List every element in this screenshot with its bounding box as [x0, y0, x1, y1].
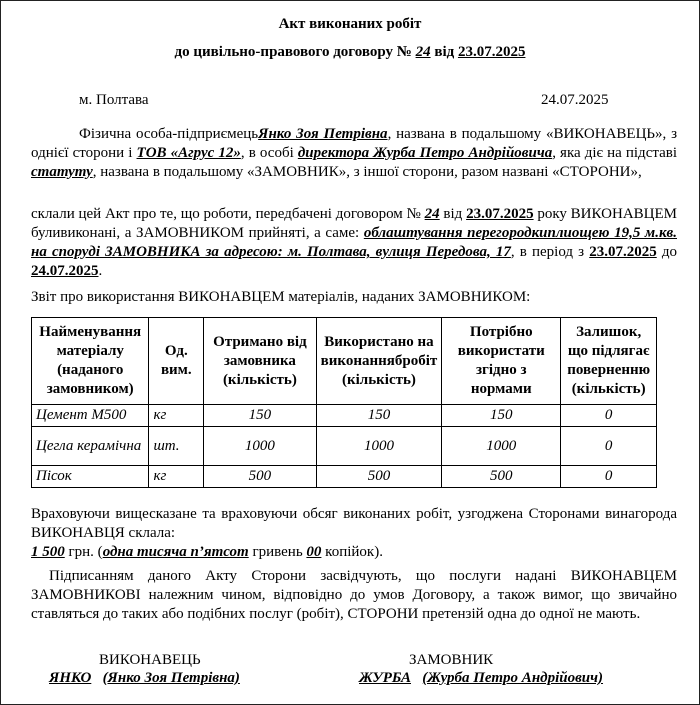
- header-received: Отримано від замовника (кількість): [204, 318, 316, 405]
- parties-text-3: , в особі: [240, 145, 294, 161]
- cell-material: Пісок: [32, 466, 149, 488]
- cell-used: 150: [316, 405, 442, 427]
- cell-norm: 150: [442, 405, 561, 427]
- works-text-1: склали цей Акт про те, що роботи, передбачені договором №: [31, 206, 421, 222]
- parties-text-4: , яка діє на підставі: [552, 145, 677, 161]
- cell-unit: кг: [149, 405, 204, 427]
- document-date: 24.07.2025: [541, 92, 609, 108]
- header-remainder: Залишок, що підлягає поверненню (кількість): [561, 318, 657, 405]
- subtitle-prefix: до цивільно-правового договору №: [174, 44, 412, 60]
- contractor-full-name: (Янко Зоя Петрівна): [102, 670, 240, 686]
- contractor-name: Янко Зоя Петрівна: [258, 126, 388, 142]
- works-text-3: року ВИКОНАВЦЕМ буливиконані, а ЗАМОВНИКОМ прийняті, а саме:: [31, 206, 677, 241]
- customer-role: ЗАМОВНИК: [409, 652, 494, 668]
- customer-signature: [359, 669, 603, 688]
- reward-kopecks: 00: [306, 544, 322, 560]
- reward-text-2: грн. (: [68, 544, 103, 560]
- reward-text-4: копійок).: [325, 544, 383, 560]
- cell-used: 1000: [316, 427, 442, 466]
- cell-material: Цегла керамічна: [32, 427, 149, 466]
- cell-received: 500: [204, 466, 316, 488]
- subtitle-date-word: від: [434, 44, 455, 60]
- works-paragraph: [31, 205, 677, 281]
- cell-norm: 500: [442, 466, 561, 488]
- cell-received: 150: [204, 405, 316, 427]
- works-description: облаштування перегородкиплиощею 19,5 м.кв. на споруді ЗАМОВНИКА за адресою: м. Полтава, вулиця Передова, 17: [31, 225, 678, 260]
- customer-name: ТОВ «Агрус 12»: [136, 145, 241, 161]
- reward-paragraph: [31, 505, 677, 562]
- reward-text-3: гривень: [252, 544, 303, 560]
- contractor-signature: [49, 669, 240, 688]
- cell-norm: 1000: [442, 427, 561, 466]
- table-header-row: [32, 318, 657, 405]
- place: м. Полтава: [79, 92, 149, 108]
- cell-material: Цемент М500: [32, 405, 149, 427]
- cell-used: 500: [316, 466, 442, 488]
- customer-full-name: (Журба Петро Андрійович): [422, 670, 604, 686]
- table-row: [32, 466, 657, 488]
- header-norm: Потрібно використати згідно з нормами: [442, 318, 561, 405]
- director-name: директора Журба Петро Андрійовича: [297, 145, 553, 161]
- cell-unit: кг: [149, 466, 204, 488]
- parties-text-5: , названа в подальшому «ЗАМОВНИК», з іншої сторони, разом названі «СТОРОНИ»,: [92, 164, 642, 180]
- cell-received: 1000: [204, 427, 316, 466]
- parties-text-1: Фізична особа-підприємець: [79, 126, 259, 142]
- parties-text-2: , названа в подальшому «ВИКОНАВЕЦЬ», з однієї сторони і: [31, 126, 677, 161]
- header-used: Використано на виконаннябробіт (кількість): [316, 318, 442, 405]
- table-row: [32, 427, 657, 466]
- contract-number: 24: [415, 44, 431, 60]
- reward-text-1: Враховуючи вищесказане та враховуючи обсяг виконаних робіт, узгоджена Сторонами винагорода ВИКОНАВЦЯ склала:: [31, 506, 677, 541]
- header-material: Найменування матеріалу (наданого замовником): [32, 318, 149, 405]
- materials-table: [31, 317, 657, 488]
- header-unit: Од. вим.: [149, 318, 204, 405]
- contract-date: 23.07.2025: [457, 44, 526, 60]
- cell-remainder: 0: [561, 427, 657, 466]
- document-title: Акт виконаних робіт: [278, 16, 422, 32]
- works-text-4: , в період з: [510, 244, 585, 260]
- contractor-sign: ЯНКО: [49, 670, 92, 686]
- basis-document: статуту: [31, 164, 93, 180]
- closing-paragraph: Підписанням даного Акту Сторони засвідчують, що послуги надані ВИКОНАВЦЕМ ЗАМОВНИКОВІ належним чином, відповідно до умов Договору, а також вимог, що звичайно ставляться до таких або подібних послуг (робіт), СТОРОНИ претензій одна до одної не мають.: [31, 568, 677, 622]
- reward-amount: 1 500: [31, 544, 65, 560]
- cell-unit: шт.: [149, 427, 204, 466]
- customer-sign: ЖУРБА: [359, 670, 411, 686]
- table-row: [32, 405, 657, 427]
- document-subtitle: [1, 43, 699, 62]
- contractor-role: ВИКОНАВЕЦЬ: [99, 652, 201, 668]
- parties-paragraph: [31, 125, 677, 182]
- works-text-6: .: [98, 263, 103, 279]
- cell-remainder: 0: [561, 405, 657, 427]
- works-contract-number: 24: [424, 206, 440, 222]
- works-text-2: від: [443, 206, 463, 222]
- period-from: 23.07.2025: [589, 244, 657, 260]
- materials-report-heading: Звіт про використання ВИКОНАВЦЕМ матеріалів, наданих ЗАМОВНИКОМ:: [31, 289, 531, 305]
- works-contract-date: 23.07.2025: [466, 206, 534, 222]
- reward-amount-words: одна тисяча п’ятсот: [102, 544, 249, 560]
- period-to: 24.07.2025: [31, 263, 99, 279]
- works-text-5: до: [661, 244, 678, 260]
- cell-remainder: 0: [561, 466, 657, 488]
